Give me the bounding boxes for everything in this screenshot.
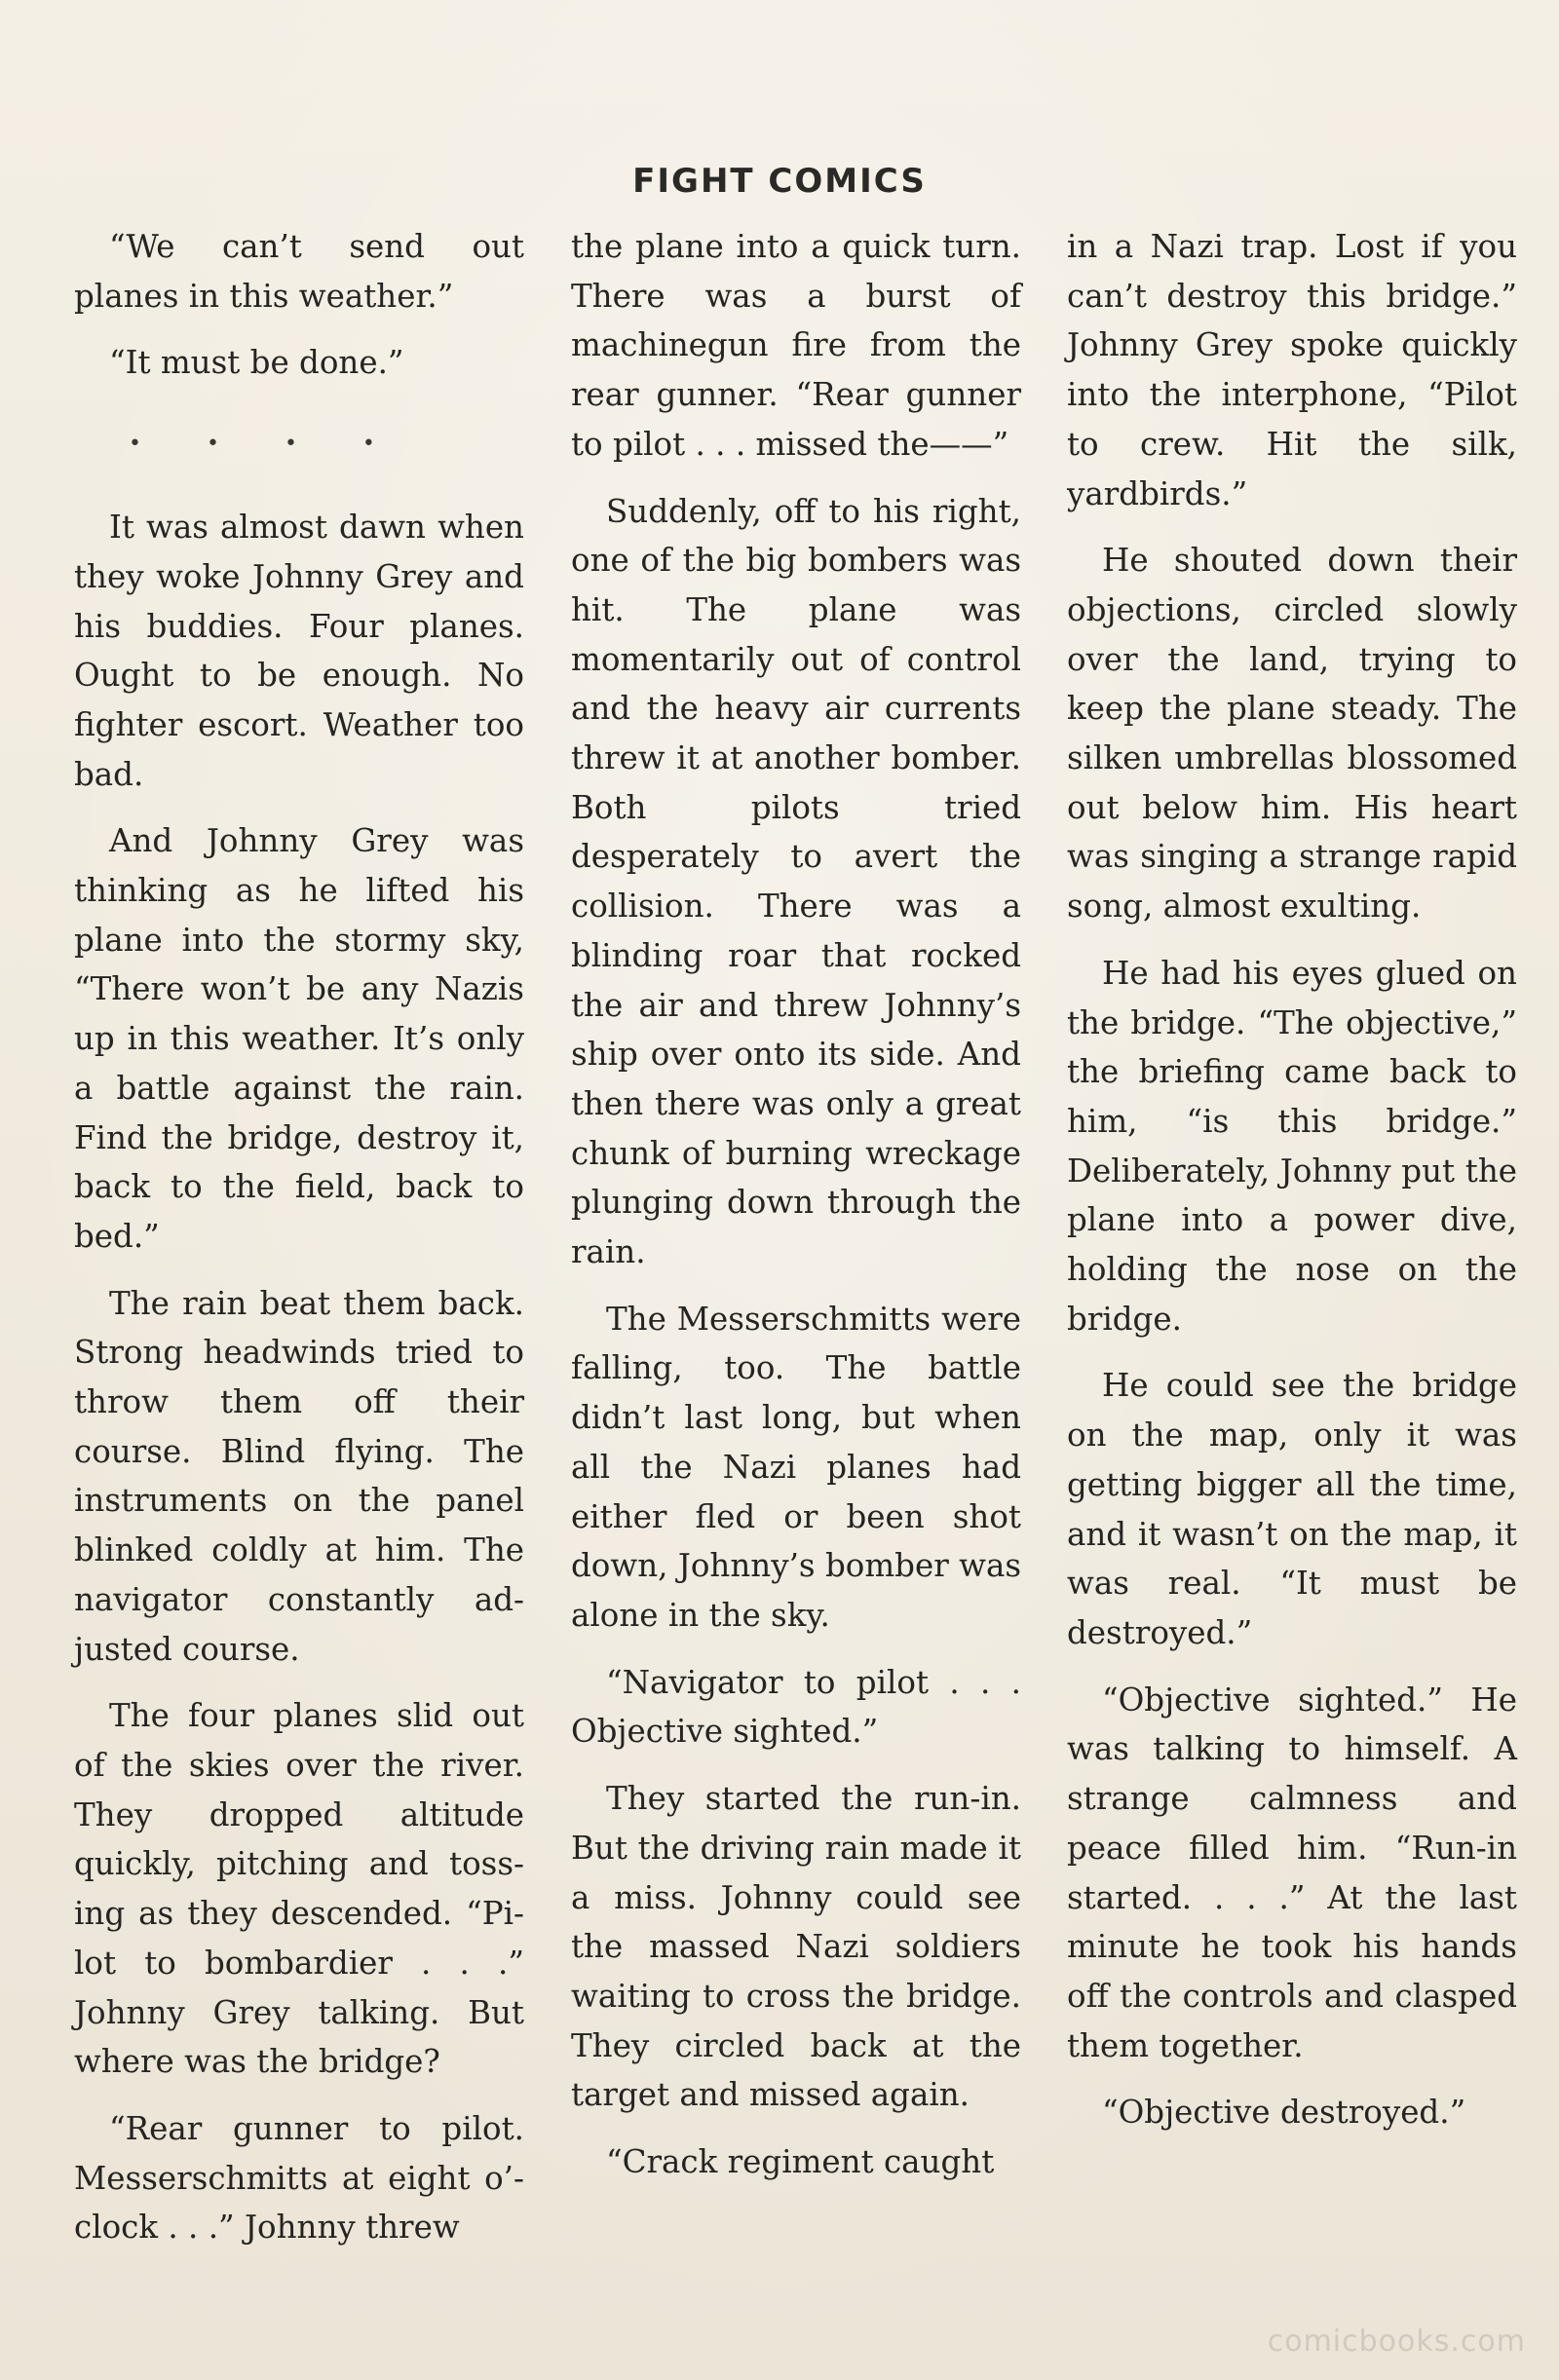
paragraph: He could see the bridge on the map, only it was getting bigger all the time, and it wasn’t on the map, it was real. “It must be destroyed.” (1067, 1367, 1517, 1651)
paragraph: “Crack regiment caught (606, 2143, 995, 2181)
paragraph: And Johnny Grey was thinking as he lifted his plane into the stormy sky, “There won’t be any Nazis up in this weather. It’s only a battle against the rain. Find the bridge, destroy it, back to the field, back to bed.” (74, 822, 524, 1255)
paragraph: He had his eyes glued on the bridge. “The objective,” the briefing came back to him, “is this bridge.” Deliberately, Johnny put the plane into a power dive, holding the nose on the bridge. (1067, 954, 1517, 1338)
paragraph: “Rear gunner to pilot. Messerschmitts at eight o’clock . . .” Johnny threw (74, 2109, 524, 2247)
text-column-3 (1067, 222, 1517, 2155)
page-header-title: FIGHT COMICS (632, 162, 927, 201)
paragraph: “Navigator to pilot . . . Objective sighted.” (571, 1663, 1021, 1751)
paragraph: They started the run-in. But the driving rain made it a miss. Johnny could see the massed Nazi soldiers waiting to cross the bridge. They circled back at the target and missed again. (571, 1780, 1021, 2114)
section-break-dots: • • • • (129, 432, 404, 457)
paragraph: It was almost dawn when they woke Johnny Grey and his buddies. Four planes. Ought to be enough. No fighter escort. Weather too bad. (74, 509, 524, 793)
paragraph: The four planes slid out of the skies over the river. They dropped altitude quickly, pitching and tossing as they descended. “Pilot to bombardier . . .” Johnny Grey talking. But where was the bridge? (74, 1697, 524, 2081)
paragraph: “Objective destroyed.” (1102, 2094, 1466, 2132)
paragraph: He shouted down their objections, circled slowly over the land, trying to keep the plane steady. The silken umbrellas blossomed out below him. His heart was singing a strange rapid song, almost exulting. (1067, 542, 1517, 926)
paragraph: The Messerschmitts were falling, too. The battle didn’t last long, but when all the Nazi planes had either fled or been shot down, Johnny’s bomber was alone in the sky. (571, 1300, 1021, 1634)
text-column-1 (74, 222, 524, 2270)
paragraph: Suddenly, off to his right, one of the big bombers was hit. The plane was momentarily out of control and the heavy air currents threw it at another bomber. Both pilots tried desperately to avert the collision. There was a blinding roar that rocked the air and threw Johnny’s ship over onto its side. And then there was only a great chunk of burning wreckage plunging down through the rain. (571, 492, 1021, 1271)
watermark: comicbooks.com (1267, 2324, 1526, 2359)
paragraph: “We can’t send out planes in this weather.” (74, 228, 524, 315)
text-column-2 (571, 222, 1021, 2205)
paragraph: The rain beat them back. Strong headwinds tried to throw them off their course. Blind flying. The instruments on the panel blinked coldly at him. The navigator constantly adjusted course. (74, 1284, 524, 1668)
paragraph: “Objective sighted.” He was talking to himself. A strange calmness and peace filled him. “Run-in started. . . .” At the last minute he took his hands off the controls and clasped them together. (1067, 1681, 1517, 2064)
paragraph: in a Nazi trap. Lost if you can’t destroy this bridge.” Johnny Grey spoke quickly into the interphone, “Pilot to crew. Hit the silk, yardbirds.” (1067, 228, 1517, 512)
paragraph: the plane into a quick turn. There was a burst of machinegun fire from the rear gunner. “Rear gunner to pilot . . . missed the——” (571, 228, 1021, 463)
paragraph: “It must be done.” (109, 344, 404, 382)
